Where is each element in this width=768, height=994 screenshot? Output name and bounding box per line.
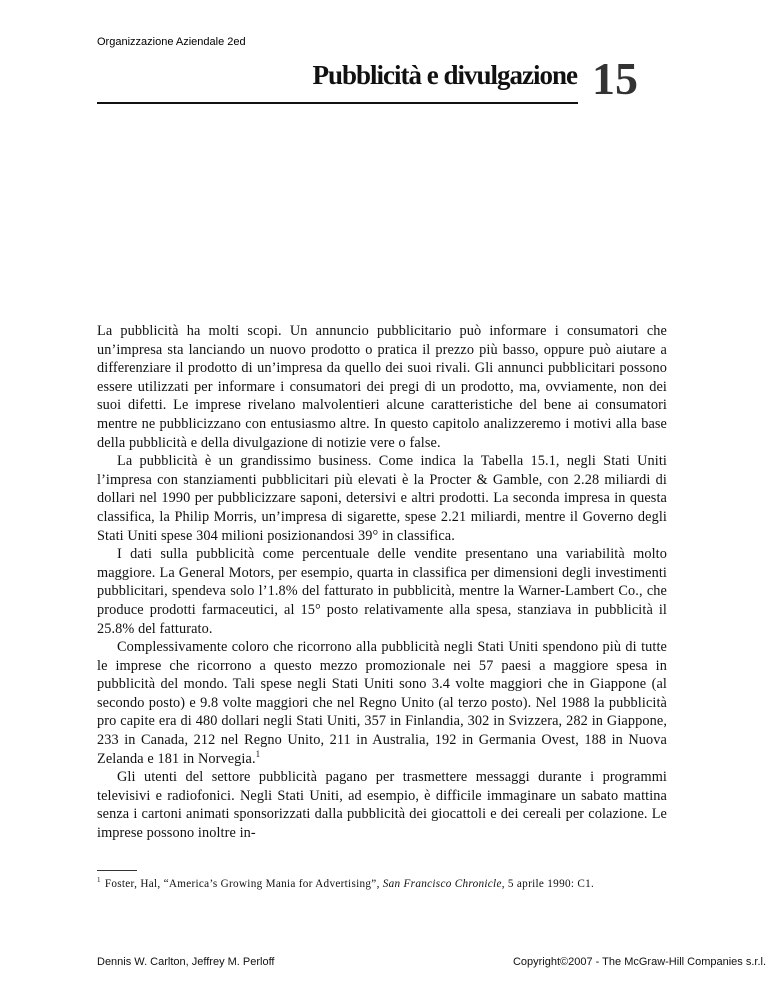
chapter-title: Pubblicità e divulgazione — [312, 60, 577, 90]
footnote-mark: 1 — [97, 876, 101, 885]
footnote-reference: 1 — [255, 748, 261, 759]
paragraph-with-footnote — [97, 638, 667, 768]
paragraph: Gli utenti del settore pubblicità pagano per trasmettere messaggi durante i programmi televisivi e radiofonici. Negli Stati Uniti, ad esempio, è difficile immaginare un sabato mattina senza i cartoni animati sponsorizzati dalla pubblicità dei giocattoli e dei cereali per colazione. Le imprese possono inoltre in- — [97, 769, 667, 842]
chapter-number: 15 — [592, 53, 638, 104]
paragraph: La pubblicità ha molti scopi. Un annuncio pubblicitario può informare i consumatori che un’impresa sta lanciando un nuovo prodotto o pratica il prezzo più basso, oppure può aiutare a differenziare il prodotto di un’impresa da quello dei suoi rivali. Gli annunci pubblicitari possono essere utilizzati per informare i consumatori dei pregi di un prodotto, ma, ovviamente, non dei suoi difetti. Le imprese rivelano malvolentieri alcune caratteristiche del bene ai consumatori mentre ne pubblicizzano con entusiasmo altre. In questo capitolo analizzeremo i motivi alla base della pubblicità e della divulgazione di notizie vere o false. — [97, 323, 667, 451]
footnote — [97, 876, 667, 892]
footnote-text-before: Foster, Hal, “America’s Growing Mania for Advertising”, — [104, 878, 383, 890]
title-rule — [97, 102, 578, 104]
body-text — [97, 322, 667, 843]
paragraph: La pubblicità è un grandissimo business. Come indica la Tabella 15.1, negli Stati Uniti l’impresa con stanziamenti pubblicitari più elevati è la Procter & Gamble, con 2.28 miliardi di dollari nel 1990 per pubblicizzare saponi, detersivi e altri prodotti. La seconda impresa in questa classifica, la Philip Morris, un’impresa di sigarette, spese 2.21 miliardi, mentre il Governo degli Stati Uniti spese 304 milioni posizionandosi 39° in classifica. — [97, 453, 667, 544]
paragraph-text: Complessivamente coloro che ricorrono alla pubblicità negli Stati Uniti spendono più di tutte le imprese che ricorrono a questo mezzo promozionale nei 57 paesi a maggiore spesa in pubblicità del mondo. Tali spese negli Stati Uniti sono 3.4 volte maggiori che in Giappone (al secondo posto) e 9.8 volte maggiori che nel Regno Unito (al terzo posto). Nel 1988 la pubblicità pro capite era di 480 dollari negli Stati Uniti, 357 in Finlandia, 302 in Svizzera, 282 in Giappone, 233 in Canada, 212 nel Regno Unito, 211 in Australia, 192 in Germania Ovest, 188 in Nuova Zelanda e 181 in Norvegia. — [97, 639, 667, 767]
footnote-rule — [97, 870, 137, 871]
running-head: Organizzazione Aziendale 2ed — [97, 36, 246, 48]
footer-authors: Dennis W. Carlton, Jeffrey M. Perloff — [97, 956, 275, 968]
footer-copyright: Copyright©2007 - The McGraw-Hill Companies s.r.l. — [512, 956, 766, 968]
footnote-source: San Francisco Chronicle — [382, 878, 502, 890]
paragraph: I dati sulla pubblicità come percentuale delle vendite presentano una variabilità molto maggiore. La General Motors, per esempio, quarta in classifica per dimensioni degli investimenti pubblicitari, spendeva solo l’1.8% del fatturato in pubblicità, mentre la Warner-Lambert Co., che produce prodotti farmaceutici, al 15° posto relativamente alla spesa, stanziava in pubblicità il 25.8% del fatturato. — [97, 546, 667, 637]
footnote-text-after: , 5 aprile 1990: C1. — [501, 878, 595, 890]
